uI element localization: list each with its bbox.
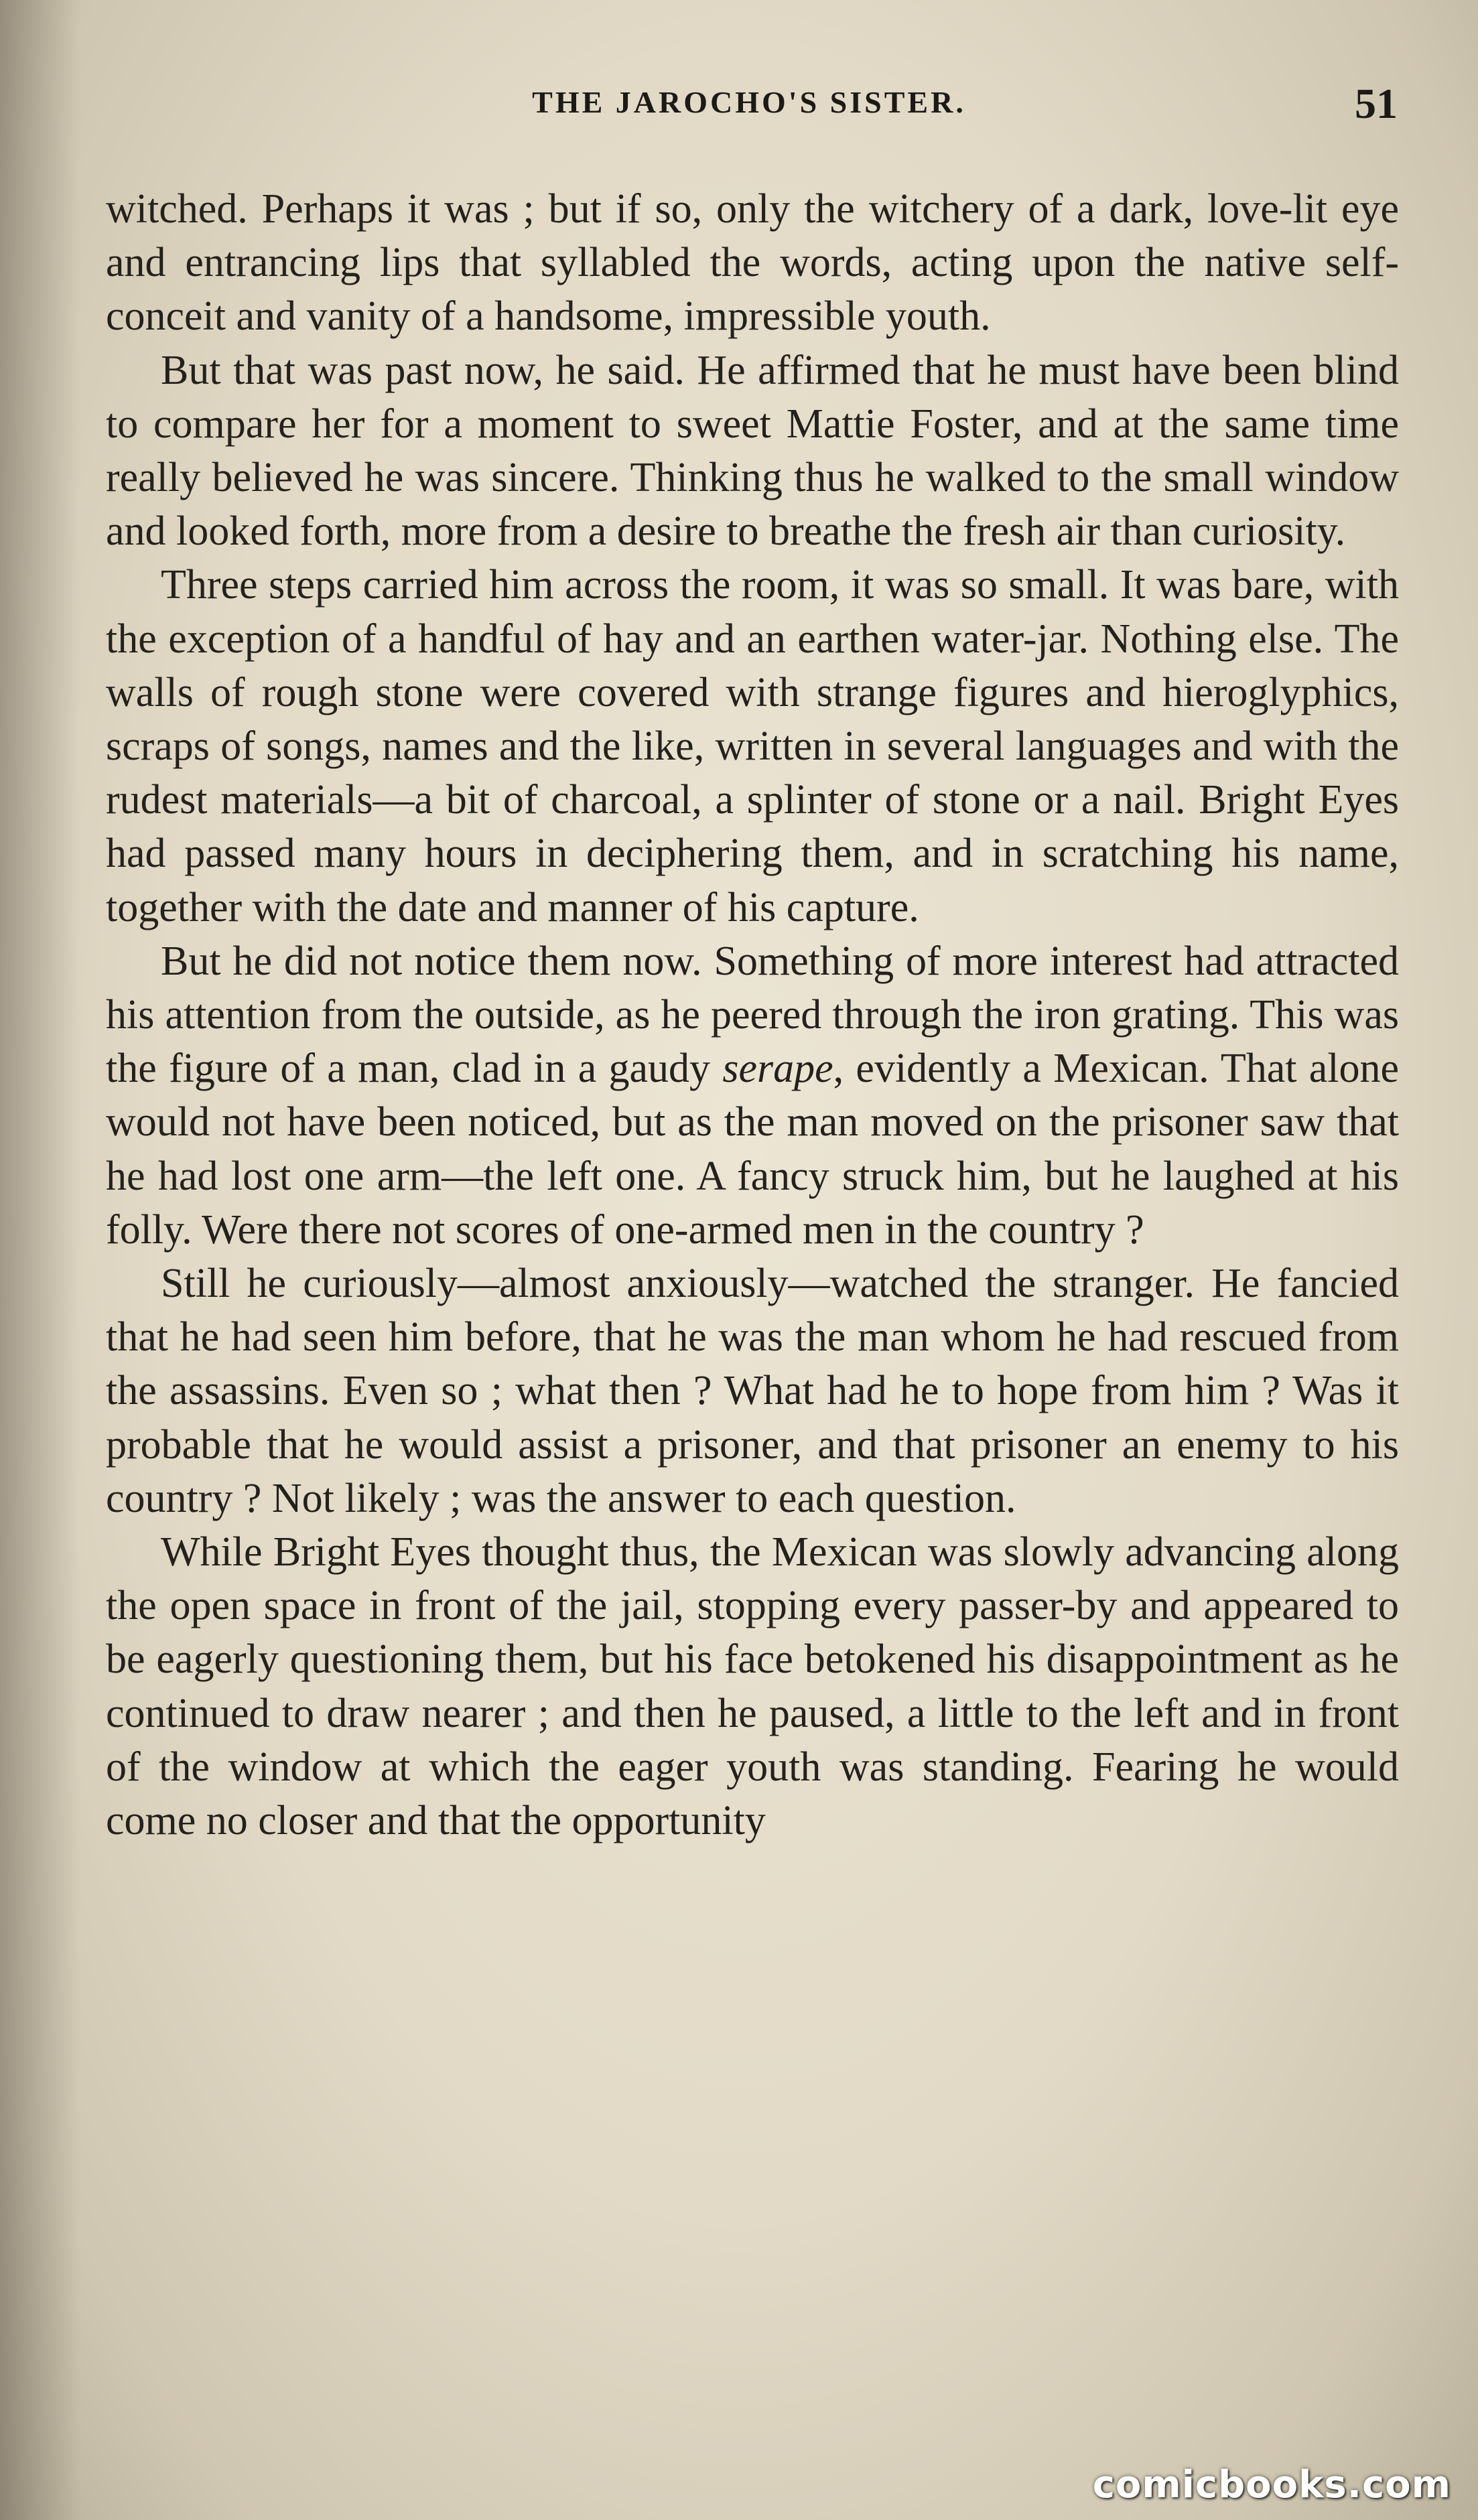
page-header	[100, 79, 1398, 126]
paragraph-5: Still he curiously—almost anxiously—watched the stranger. He fancied that he had seen him before, that he was the man whom he had rescued from the assassins. Even so ; what then ? What had he to hope from him ? Was it probable that he would assist a prisoner, and that prisoner an enemy to his country ? Not likely ; was the answer to each question.	[106, 1261, 1399, 1521]
italic-word-serape: serape	[722, 1046, 833, 1092]
paragraph-2: But that was past now, he said. He affirmed that he must have been blind to compare her for a moment to sweet Mattie Foster, and at the same time really believed he was sincere. Thinking thus he walked to the small window and looked forth, more from a desire to breathe the fresh air than curiosity.	[106, 347, 1399, 555]
paragraph-6: While Bright Eyes thought thus, the Mexican was slowly advancing along the open space in front of the jail, stopping every passer-by and appeared to be eagerly questioning them, but his face betokened his disappointment as he continued to draw nearer ; and then he paused, a little to the left and in front of the window at which the eager youth was standing. Fearing he would come no closer and that the opportunity	[106, 1529, 1399, 1844]
paragraph-4-before: But he did not notice them now. Something of more interest had attracted his attention from the outside, as he peered through the iron grating. This was the figure of a man, clad in a gaudy	[106, 938, 1399, 1092]
running-head: THE JAROCHO'S SISTER.	[532, 85, 966, 119]
paragraph-4	[106, 934, 1399, 1257]
paragraph-3: Three steps carried him across the room, it was so small. It was bare, with the exception of a handful of hay and an earthen water-jar. Nothing else. The walls of rough stone were covered with strange figures and hieroglyphics, scraps of songs, names and the like, written in several languages and with the rudest materials—a bit of charcoal, a splinter of stone or a nail. Bright Eyes had passed many hours in deciphering them, and in scratching his name, together with the date and manner of his capture.	[106, 562, 1399, 930]
page-edge-shadow	[0, 0, 80, 2520]
page-number: 51	[1355, 80, 1398, 127]
watermark: comicbooks.com	[1092, 2463, 1451, 2507]
paragraph-4-after: , evidently a Mexican. That alone would not have been noticed, but as the man moved on the prisoner saw that he had lost one arm—the left one. A fancy struck him, but he laughed at his folly. Were there not scores of one-armed men in the country ?	[106, 1046, 1399, 1253]
body-text	[106, 182, 1399, 1847]
paragraph-1: witched. Perhaps it was ; but if so, only the witchery of a dark, love-lit eye and entrancing lips that syllabled the words, acting upon the native self-conceit and vanity of a handsome, impressible youth.	[106, 186, 1399, 340]
